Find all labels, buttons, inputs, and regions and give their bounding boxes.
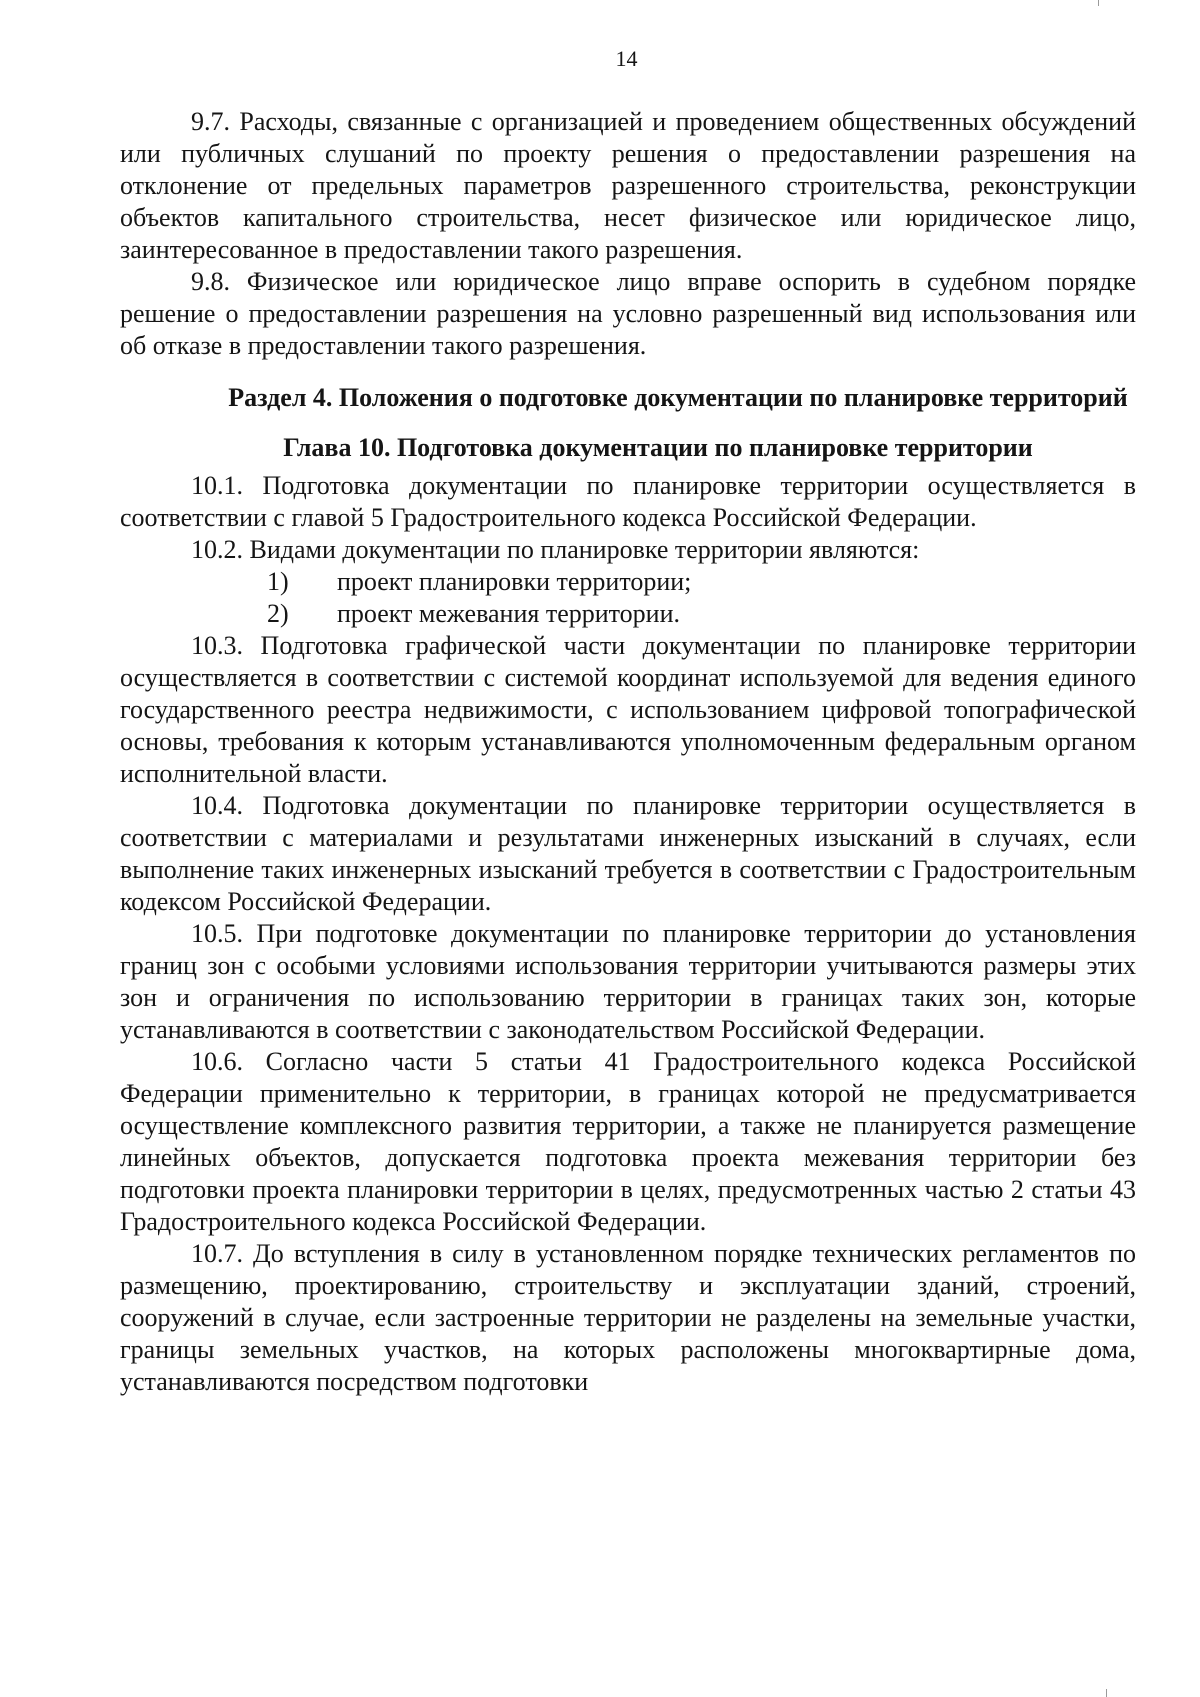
paragraph-10-3: 10.3. Подготовка графической части документации по планировке территории осуществляется в соответствии с системой координат используемой для ведения единого государственного реестра недвижимости, с использованием цифровой топографической основы, требования к которым устанавливаются уполномоченным федеральным органом исполнительной власти. xyxy=(120,631,1136,788)
paragraph-10-4: 10.4. Подготовка документации по планировке территории осуществляется в соответствии с материалами и результатами инженерных изысканий в случаях, если выполнение таких инженерных изысканий требуется в соответствии с Градостроительным кодексом Российской Федерации. xyxy=(120,791,1136,916)
paragraph-10-1: 10.1. Подготовка документации по планировке территории осуществляется в соответствии с главой 5 Градостроительного кодекса Российской Федерации. xyxy=(120,471,1136,532)
page-number: 14 xyxy=(615,46,638,71)
scan-edge-mark xyxy=(1098,0,1099,6)
list-item-text: проект планировки территории; xyxy=(337,567,692,596)
list-item xyxy=(120,566,1136,598)
list-item-number: 2) xyxy=(267,599,289,628)
paragraph-10-7: 10.7. До вступления в силу в установленном порядке технических регламентов по размещению, проектированию, строительству и эксплуатации зданий, строений, сооружений в случае, если застроенные территории не разделены на земельные участки, границы земельных участков, на которых расположены многоквартирные дома, устанавливаются посредством подготовки xyxy=(120,1239,1136,1396)
scan-edge-mark xyxy=(1106,1689,1107,1697)
list-item xyxy=(120,598,1136,630)
section-heading: Раздел 4. Положения о подготовке документации по планировке территорий xyxy=(228,383,1128,412)
document-body xyxy=(120,106,1136,1398)
paragraph-9-8: 9.8. Физическое или юридическое лицо вправе оспорить в судебном порядке решение о предоставлении разрешения на условно разрешенный вид использования или об отказе в предоставлении такого разрешения. xyxy=(120,267,1136,360)
paragraph-10-5: 10.5. При подготовке документации по планировке территории до установления границ зон с особыми условиями использования территории учитываются размеры этих зон и ограничения по использованию территории в границах таких зон, которые устанавливаются в соответствии с законодательством Российской Федерации. xyxy=(120,919,1136,1044)
paragraph-10-2: 10.2. Видами документации по планировке территории являются: xyxy=(191,535,920,564)
list-item-number: 1) xyxy=(267,567,289,596)
chapter-heading: Глава 10. Подготовка документации по планировке территории xyxy=(283,433,1033,462)
list-item-text: проект межевания территории. xyxy=(337,599,681,628)
paragraph-10-6: 10.6. Согласно части 5 статьи 41 Градостроительного кодекса Российской Федерации применительно к территории, в границах которой не предусматривается осуществление комплексного развития территории, а также не планируется размещение линейных объектов, допускается подготовка проекта межевания территории без подготовки проекта планировки территории в целях, предусмотренных частью 2 статьи 43 Градостроительного кодекса Российской Федерации. xyxy=(120,1047,1136,1236)
paragraph-9-7: 9.7. Расходы, связанные с организацией и проведением общественных обсуждений или публичных слушаний по проекту решения о предоставлении разрешения на отклонение от предельных параметров разрешенного строительства, реконструкции объектов капитального строительства, несет физическое или юридическое лицо, заинтересованное в предоставлении такого разрешения. xyxy=(120,107,1136,264)
